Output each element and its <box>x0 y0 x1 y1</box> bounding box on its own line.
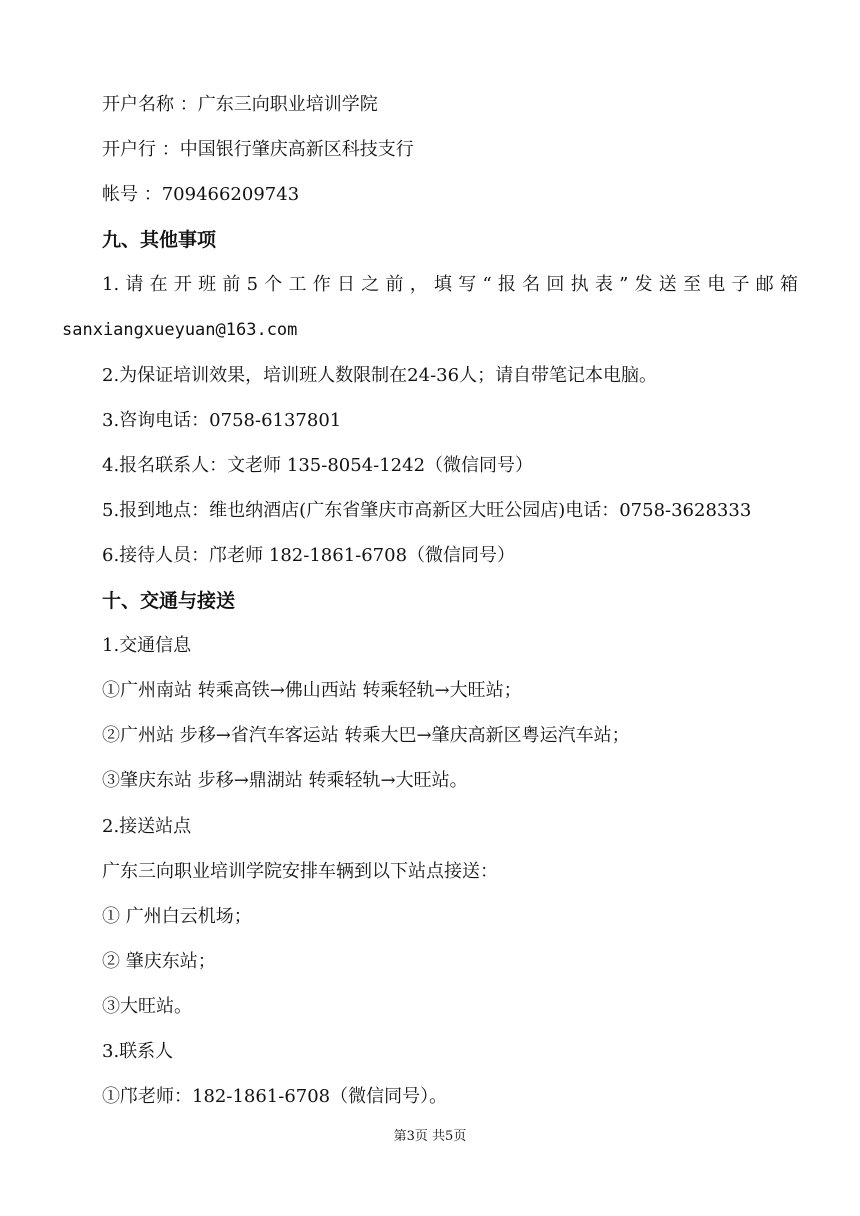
item-class-size: 2.为保证培训效果，培训班人数限制在24-36人；请自带笔记本电脑。 <box>102 365 658 386</box>
item-registration-email: sanxiangxueyuan@163.com <box>62 320 298 340</box>
section-heading-other-matters: 九、其他事项 <box>102 229 217 251</box>
pickup-stop-zhaoqing-east: ② 肇庆东站； <box>102 951 216 972</box>
item-reception-staff: 6.接待人员：邝老师 182-1861-6708（微信同号） <box>102 545 516 566</box>
pickup-stop-airport: ① 广州白云机场； <box>102 906 252 927</box>
item-consult-phone: 3.咨询电话：0758-6137801 <box>102 410 342 431</box>
route-zhaoqing-east: ③肇庆东站 步移→鼎湖站 转乘轻轨→大旺站。 <box>102 770 468 791</box>
contact-title: 3.联系人 <box>102 1041 174 1062</box>
pickup-stop-dawang: ③大旺站。 <box>102 996 192 1017</box>
pickup-title: 2.接送站点 <box>102 816 192 837</box>
contact-person: ①邝老师：182-1861-6708（微信同号）。 <box>102 1086 448 1107</box>
traffic-info-title: 1.交通信息 <box>102 635 192 656</box>
page-number: 第3页 共5页 <box>393 1129 467 1144</box>
route-guangzhou-station: ②广州站 步移→省汽车客运站 转乘大巴→肇庆高新区粤运汽车站； <box>102 725 630 746</box>
account-number: 帐号 ：709466209743 <box>102 184 300 205</box>
item-registration-form: 1.请在开班前5个工作日之前，填写“报名回执表”发送至电子邮箱 <box>102 274 798 295</box>
pickup-intro: 广东三向职业培训学院安排车辆到以下站点接送： <box>102 861 498 882</box>
item-registration-contact: 4.报名联系人：文老师 135-8054-1242（微信同号） <box>102 455 534 476</box>
account-bank: 开户行 ：中国银行肇庆高新区科技支行 <box>102 139 414 160</box>
account-name: 开户名称 ：广东三向职业培训学院 <box>102 94 378 115</box>
route-guangzhou-south: ①广州南站 转乘高铁→佛山西站 转乘轻轨→大旺站； <box>102 680 522 701</box>
section-heading-transport: 十、交通与接送 <box>102 590 236 612</box>
item-checkin-location: 5.报到地点：维也纳酒店(广东省肇庆市高新区大旺公园店)电话：0758-3628333 <box>102 500 752 521</box>
